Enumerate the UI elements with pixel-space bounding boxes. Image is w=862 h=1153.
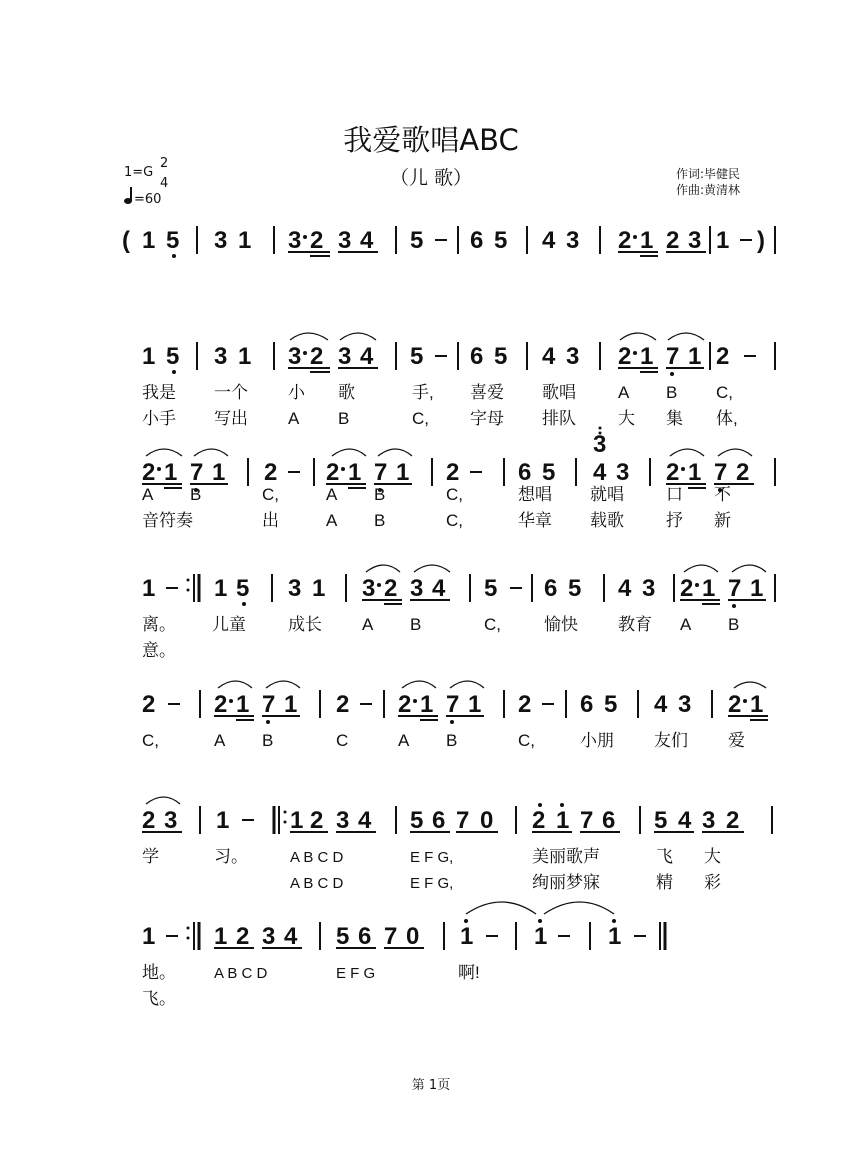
svg-text:2: 2 bbox=[726, 807, 740, 834]
line-5-lyrics bbox=[142, 847, 721, 892]
svg-text:1: 1 bbox=[216, 807, 230, 834]
svg-text:排队: 排队 bbox=[542, 409, 576, 428]
svg-text:(: ( bbox=[122, 227, 130, 254]
composer: 作曲:黄清林 bbox=[676, 183, 741, 197]
svg-text:A B C D: A B C D bbox=[214, 965, 268, 982]
svg-text:喜爱: 喜爱 bbox=[470, 383, 504, 402]
svg-text:儿童: 儿童 bbox=[212, 615, 246, 634]
svg-text:6: 6 bbox=[470, 343, 484, 370]
svg-text:2: 2 bbox=[336, 691, 350, 718]
time-signature-top: 2 bbox=[160, 156, 169, 171]
svg-text:4: 4 bbox=[542, 227, 556, 254]
svg-text:友们: 友们 bbox=[654, 731, 688, 750]
svg-text:爱: 爱 bbox=[728, 731, 745, 750]
svg-text:B: B bbox=[410, 615, 422, 634]
line-1 bbox=[142, 333, 775, 376]
svg-text:小: 小 bbox=[288, 383, 305, 402]
svg-text:口: 口 bbox=[666, 485, 683, 504]
svg-text:3: 3 bbox=[702, 807, 716, 834]
svg-text:2: 2 bbox=[310, 227, 324, 254]
svg-text:1: 1 bbox=[284, 691, 298, 718]
line-2-lyrics bbox=[142, 485, 731, 530]
svg-text:5: 5 bbox=[494, 227, 508, 254]
svg-text:3: 3 bbox=[688, 227, 702, 254]
svg-text:1: 1 bbox=[460, 923, 474, 950]
svg-text:7: 7 bbox=[190, 459, 204, 486]
svg-text:3: 3 bbox=[566, 227, 580, 254]
svg-text:2: 2 bbox=[680, 575, 694, 602]
time-signature-bottom: 4 bbox=[160, 176, 169, 191]
svg-text:5: 5 bbox=[410, 807, 424, 834]
line-4-lyrics bbox=[142, 731, 745, 750]
svg-text:1: 1 bbox=[556, 807, 570, 834]
svg-text:1: 1 bbox=[688, 343, 702, 370]
page-number: 第 1页 bbox=[411, 1078, 451, 1093]
line-6-lyrics bbox=[142, 963, 480, 1008]
svg-text:2: 2 bbox=[326, 459, 340, 486]
svg-text:C,: C, bbox=[716, 383, 733, 402]
svg-text:6: 6 bbox=[544, 575, 558, 602]
svg-text:3: 3 bbox=[288, 227, 302, 254]
svg-text:2: 2 bbox=[384, 575, 398, 602]
svg-text:3: 3 bbox=[338, 227, 352, 254]
svg-text:1: 1 bbox=[212, 459, 226, 486]
svg-text:1: 1 bbox=[142, 923, 156, 950]
svg-text:C,: C, bbox=[262, 485, 279, 504]
svg-text:1: 1 bbox=[142, 343, 156, 370]
svg-text:1: 1 bbox=[702, 575, 716, 602]
svg-text:美丽歌声: 美丽歌声 bbox=[532, 847, 600, 866]
svg-text:B: B bbox=[728, 615, 740, 634]
svg-text:3: 3 bbox=[678, 691, 692, 718]
svg-text:2: 2 bbox=[142, 691, 156, 718]
svg-text:载歌: 载歌 bbox=[590, 511, 624, 530]
svg-text:2: 2 bbox=[236, 923, 250, 950]
svg-text:A: A bbox=[326, 485, 338, 504]
svg-text:C,: C, bbox=[412, 409, 429, 428]
svg-text:意。: 意。 bbox=[142, 641, 176, 660]
svg-text:5: 5 bbox=[542, 459, 556, 486]
svg-text:就唱: 就唱 bbox=[590, 485, 624, 504]
svg-text:学: 学 bbox=[142, 847, 159, 866]
svg-text:精: 精 bbox=[656, 873, 673, 892]
svg-text:B: B bbox=[262, 731, 274, 750]
svg-text:2: 2 bbox=[518, 691, 532, 718]
svg-text:7: 7 bbox=[714, 459, 728, 486]
svg-text:1: 1 bbox=[290, 807, 304, 834]
svg-text:4: 4 bbox=[542, 343, 556, 370]
svg-text:1: 1 bbox=[238, 227, 252, 254]
svg-text:3: 3 bbox=[262, 923, 276, 950]
svg-text:C,: C, bbox=[446, 485, 463, 504]
svg-text:不: 不 bbox=[714, 485, 731, 504]
svg-text:3: 3 bbox=[288, 343, 302, 370]
svg-text:2: 2 bbox=[264, 459, 278, 486]
svg-text:1: 1 bbox=[238, 343, 252, 370]
svg-text:A B C D: A B C D bbox=[290, 849, 344, 866]
svg-text:字母: 字母 bbox=[470, 409, 504, 428]
svg-text:体,: 体, bbox=[716, 409, 738, 428]
svg-text:小手: 小手 bbox=[142, 409, 176, 428]
svg-text:4: 4 bbox=[432, 575, 446, 602]
svg-text:4: 4 bbox=[618, 575, 632, 602]
svg-text:): ) bbox=[757, 227, 765, 254]
svg-text:5: 5 bbox=[236, 575, 250, 602]
svg-text:1: 1 bbox=[750, 575, 764, 602]
svg-text:B: B bbox=[446, 731, 458, 750]
svg-text:5: 5 bbox=[568, 575, 582, 602]
svg-text:6: 6 bbox=[518, 459, 532, 486]
svg-text:3: 3 bbox=[362, 575, 376, 602]
svg-text:6: 6 bbox=[602, 807, 616, 834]
svg-text:4: 4 bbox=[654, 691, 668, 718]
tempo: =60 bbox=[134, 192, 162, 207]
svg-text:1: 1 bbox=[142, 575, 156, 602]
svg-text:C,: C, bbox=[518, 731, 535, 750]
svg-text:0: 0 bbox=[406, 923, 420, 950]
svg-text:3: 3 bbox=[410, 575, 424, 602]
svg-text:7: 7 bbox=[728, 575, 742, 602]
svg-text:7: 7 bbox=[384, 923, 398, 950]
line-3-lyrics bbox=[142, 615, 739, 660]
svg-text:2: 2 bbox=[214, 691, 228, 718]
svg-text:愉快: 愉快 bbox=[544, 615, 578, 634]
line-5 bbox=[142, 797, 772, 834]
svg-text:B: B bbox=[338, 409, 350, 428]
svg-text:B: B bbox=[374, 511, 386, 530]
svg-text:A: A bbox=[214, 731, 226, 750]
svg-text:成长: 成长 bbox=[288, 615, 322, 634]
svg-text:5: 5 bbox=[336, 923, 350, 950]
svg-text:7: 7 bbox=[446, 691, 460, 718]
svg-text:2: 2 bbox=[310, 343, 324, 370]
svg-text:1: 1 bbox=[420, 691, 434, 718]
svg-text:4: 4 bbox=[360, 227, 374, 254]
svg-text:3: 3 bbox=[336, 807, 350, 834]
svg-text:1: 1 bbox=[164, 459, 178, 486]
svg-text:B: B bbox=[374, 485, 386, 504]
svg-text:啊!: 啊! bbox=[458, 963, 480, 982]
svg-text:2: 2 bbox=[398, 691, 412, 718]
svg-text:E F G,: E F G, bbox=[410, 849, 454, 866]
svg-text:抒: 抒 bbox=[666, 511, 683, 530]
svg-text:3: 3 bbox=[214, 227, 228, 254]
svg-text:3: 3 bbox=[593, 431, 607, 458]
svg-text:1: 1 bbox=[348, 459, 362, 486]
svg-text:5: 5 bbox=[494, 343, 508, 370]
svg-text:离。: 离。 bbox=[142, 615, 176, 634]
svg-text:4: 4 bbox=[678, 807, 692, 834]
svg-text:1: 1 bbox=[236, 691, 250, 718]
svg-text:出: 出 bbox=[262, 511, 279, 530]
svg-text:习。: 习。 bbox=[214, 847, 248, 866]
svg-text:歌唱: 歌唱 bbox=[542, 383, 576, 402]
svg-text:音符奏: 音符奏 bbox=[142, 511, 193, 530]
svg-text:小朋: 小朋 bbox=[580, 731, 614, 750]
svg-text:2: 2 bbox=[618, 227, 632, 254]
svg-text:2: 2 bbox=[736, 459, 750, 486]
page-title: 我爱歌唱ABC bbox=[343, 123, 519, 157]
svg-text:地。: 地。 bbox=[142, 963, 176, 982]
svg-text:7: 7 bbox=[456, 807, 470, 834]
svg-text:集: 集 bbox=[666, 409, 683, 428]
svg-text:1: 1 bbox=[396, 459, 410, 486]
line-3 bbox=[142, 565, 775, 608]
svg-text:2: 2 bbox=[310, 807, 324, 834]
svg-text:3: 3 bbox=[566, 343, 580, 370]
svg-text:飞: 飞 bbox=[656, 847, 673, 866]
svg-text:3: 3 bbox=[164, 807, 178, 834]
svg-text:6: 6 bbox=[470, 227, 484, 254]
svg-text:手,: 手, bbox=[412, 383, 434, 402]
svg-text:E F G,: E F G, bbox=[410, 875, 454, 892]
svg-text:5: 5 bbox=[410, 227, 424, 254]
svg-text:华章: 华章 bbox=[518, 511, 552, 530]
svg-text:A: A bbox=[618, 383, 630, 402]
svg-text:教育: 教育 bbox=[618, 615, 652, 634]
svg-text:大: 大 bbox=[704, 847, 721, 866]
svg-text:A: A bbox=[398, 731, 410, 750]
svg-text:2: 2 bbox=[142, 459, 156, 486]
svg-text:1: 1 bbox=[688, 459, 702, 486]
svg-text:C,: C, bbox=[142, 731, 159, 750]
svg-text:4: 4 bbox=[360, 343, 374, 370]
svg-text:1: 1 bbox=[468, 691, 482, 718]
subtitle: （儿 歌） bbox=[389, 167, 473, 189]
svg-text:1: 1 bbox=[640, 343, 654, 370]
svg-text:想唱: 想唱 bbox=[518, 485, 552, 504]
svg-text:1: 1 bbox=[214, 923, 228, 950]
svg-text:5: 5 bbox=[166, 227, 180, 254]
svg-text:B: B bbox=[666, 383, 678, 402]
svg-text:1: 1 bbox=[716, 227, 730, 254]
svg-text:7: 7 bbox=[262, 691, 276, 718]
svg-text:0: 0 bbox=[480, 807, 494, 834]
svg-text:6: 6 bbox=[432, 807, 446, 834]
svg-text:A: A bbox=[288, 409, 300, 428]
svg-text:A: A bbox=[362, 615, 374, 634]
svg-text:3: 3 bbox=[616, 459, 630, 486]
svg-text:A: A bbox=[680, 615, 692, 634]
svg-text:A B C D: A B C D bbox=[290, 875, 344, 892]
svg-text:1: 1 bbox=[640, 227, 654, 254]
svg-text:C: C bbox=[336, 731, 349, 750]
svg-text:2: 2 bbox=[532, 807, 546, 834]
svg-text:我是: 我是 bbox=[142, 383, 176, 402]
svg-text:B: B bbox=[190, 485, 202, 504]
svg-text:4: 4 bbox=[284, 923, 298, 950]
svg-text:彩: 彩 bbox=[704, 873, 721, 892]
svg-text:歌: 歌 bbox=[338, 383, 355, 402]
svg-text:3: 3 bbox=[338, 343, 352, 370]
svg-text:2: 2 bbox=[666, 459, 680, 486]
svg-text:3: 3 bbox=[642, 575, 656, 602]
svg-text:1: 1 bbox=[142, 227, 156, 254]
svg-text:写出: 写出 bbox=[214, 409, 248, 428]
svg-text:2: 2 bbox=[666, 227, 680, 254]
svg-text:2: 2 bbox=[716, 343, 730, 370]
svg-text:4: 4 bbox=[358, 807, 372, 834]
svg-text:绚丽梦寐: 绚丽梦寐 bbox=[532, 873, 600, 892]
svg-text:7: 7 bbox=[666, 343, 680, 370]
svg-text:7: 7 bbox=[374, 459, 388, 486]
svg-text:6: 6 bbox=[580, 691, 594, 718]
line-1-lyrics bbox=[142, 383, 738, 428]
svg-text:3: 3 bbox=[288, 575, 302, 602]
svg-text:1: 1 bbox=[750, 691, 764, 718]
svg-text:6: 6 bbox=[358, 923, 372, 950]
svg-text:1: 1 bbox=[534, 923, 548, 950]
svg-text:飞。: 飞。 bbox=[142, 989, 176, 1008]
svg-text:2: 2 bbox=[446, 459, 460, 486]
svg-text:2: 2 bbox=[728, 691, 742, 718]
svg-text:5: 5 bbox=[604, 691, 618, 718]
svg-text:5: 5 bbox=[410, 343, 424, 370]
svg-text:3: 3 bbox=[214, 343, 228, 370]
svg-text:5: 5 bbox=[654, 807, 668, 834]
svg-text:A: A bbox=[326, 511, 338, 530]
svg-text:1: 1 bbox=[312, 575, 326, 602]
svg-text:5: 5 bbox=[166, 343, 180, 370]
svg-text:2: 2 bbox=[142, 807, 156, 834]
svg-text:大: 大 bbox=[618, 409, 635, 428]
svg-text:2: 2 bbox=[618, 343, 632, 370]
svg-text:4: 4 bbox=[593, 459, 607, 486]
intro-line bbox=[122, 226, 775, 258]
lyricist: 作词:毕健民 bbox=[676, 167, 741, 181]
svg-text:新: 新 bbox=[714, 511, 731, 530]
line-6 bbox=[142, 902, 665, 950]
key-signature: 1=G bbox=[124, 165, 154, 180]
svg-text:A: A bbox=[142, 485, 154, 504]
svg-text:5: 5 bbox=[484, 575, 498, 602]
svg-text:1: 1 bbox=[214, 575, 228, 602]
svg-text:一个: 一个 bbox=[214, 383, 248, 402]
svg-text:E F G: E F G bbox=[336, 965, 376, 982]
line-2 bbox=[142, 427, 775, 493]
svg-text:C,: C, bbox=[446, 511, 463, 530]
svg-text:7: 7 bbox=[580, 807, 594, 834]
svg-text:C,: C, bbox=[484, 615, 501, 634]
line-4 bbox=[142, 681, 768, 724]
svg-text:1: 1 bbox=[608, 923, 622, 950]
